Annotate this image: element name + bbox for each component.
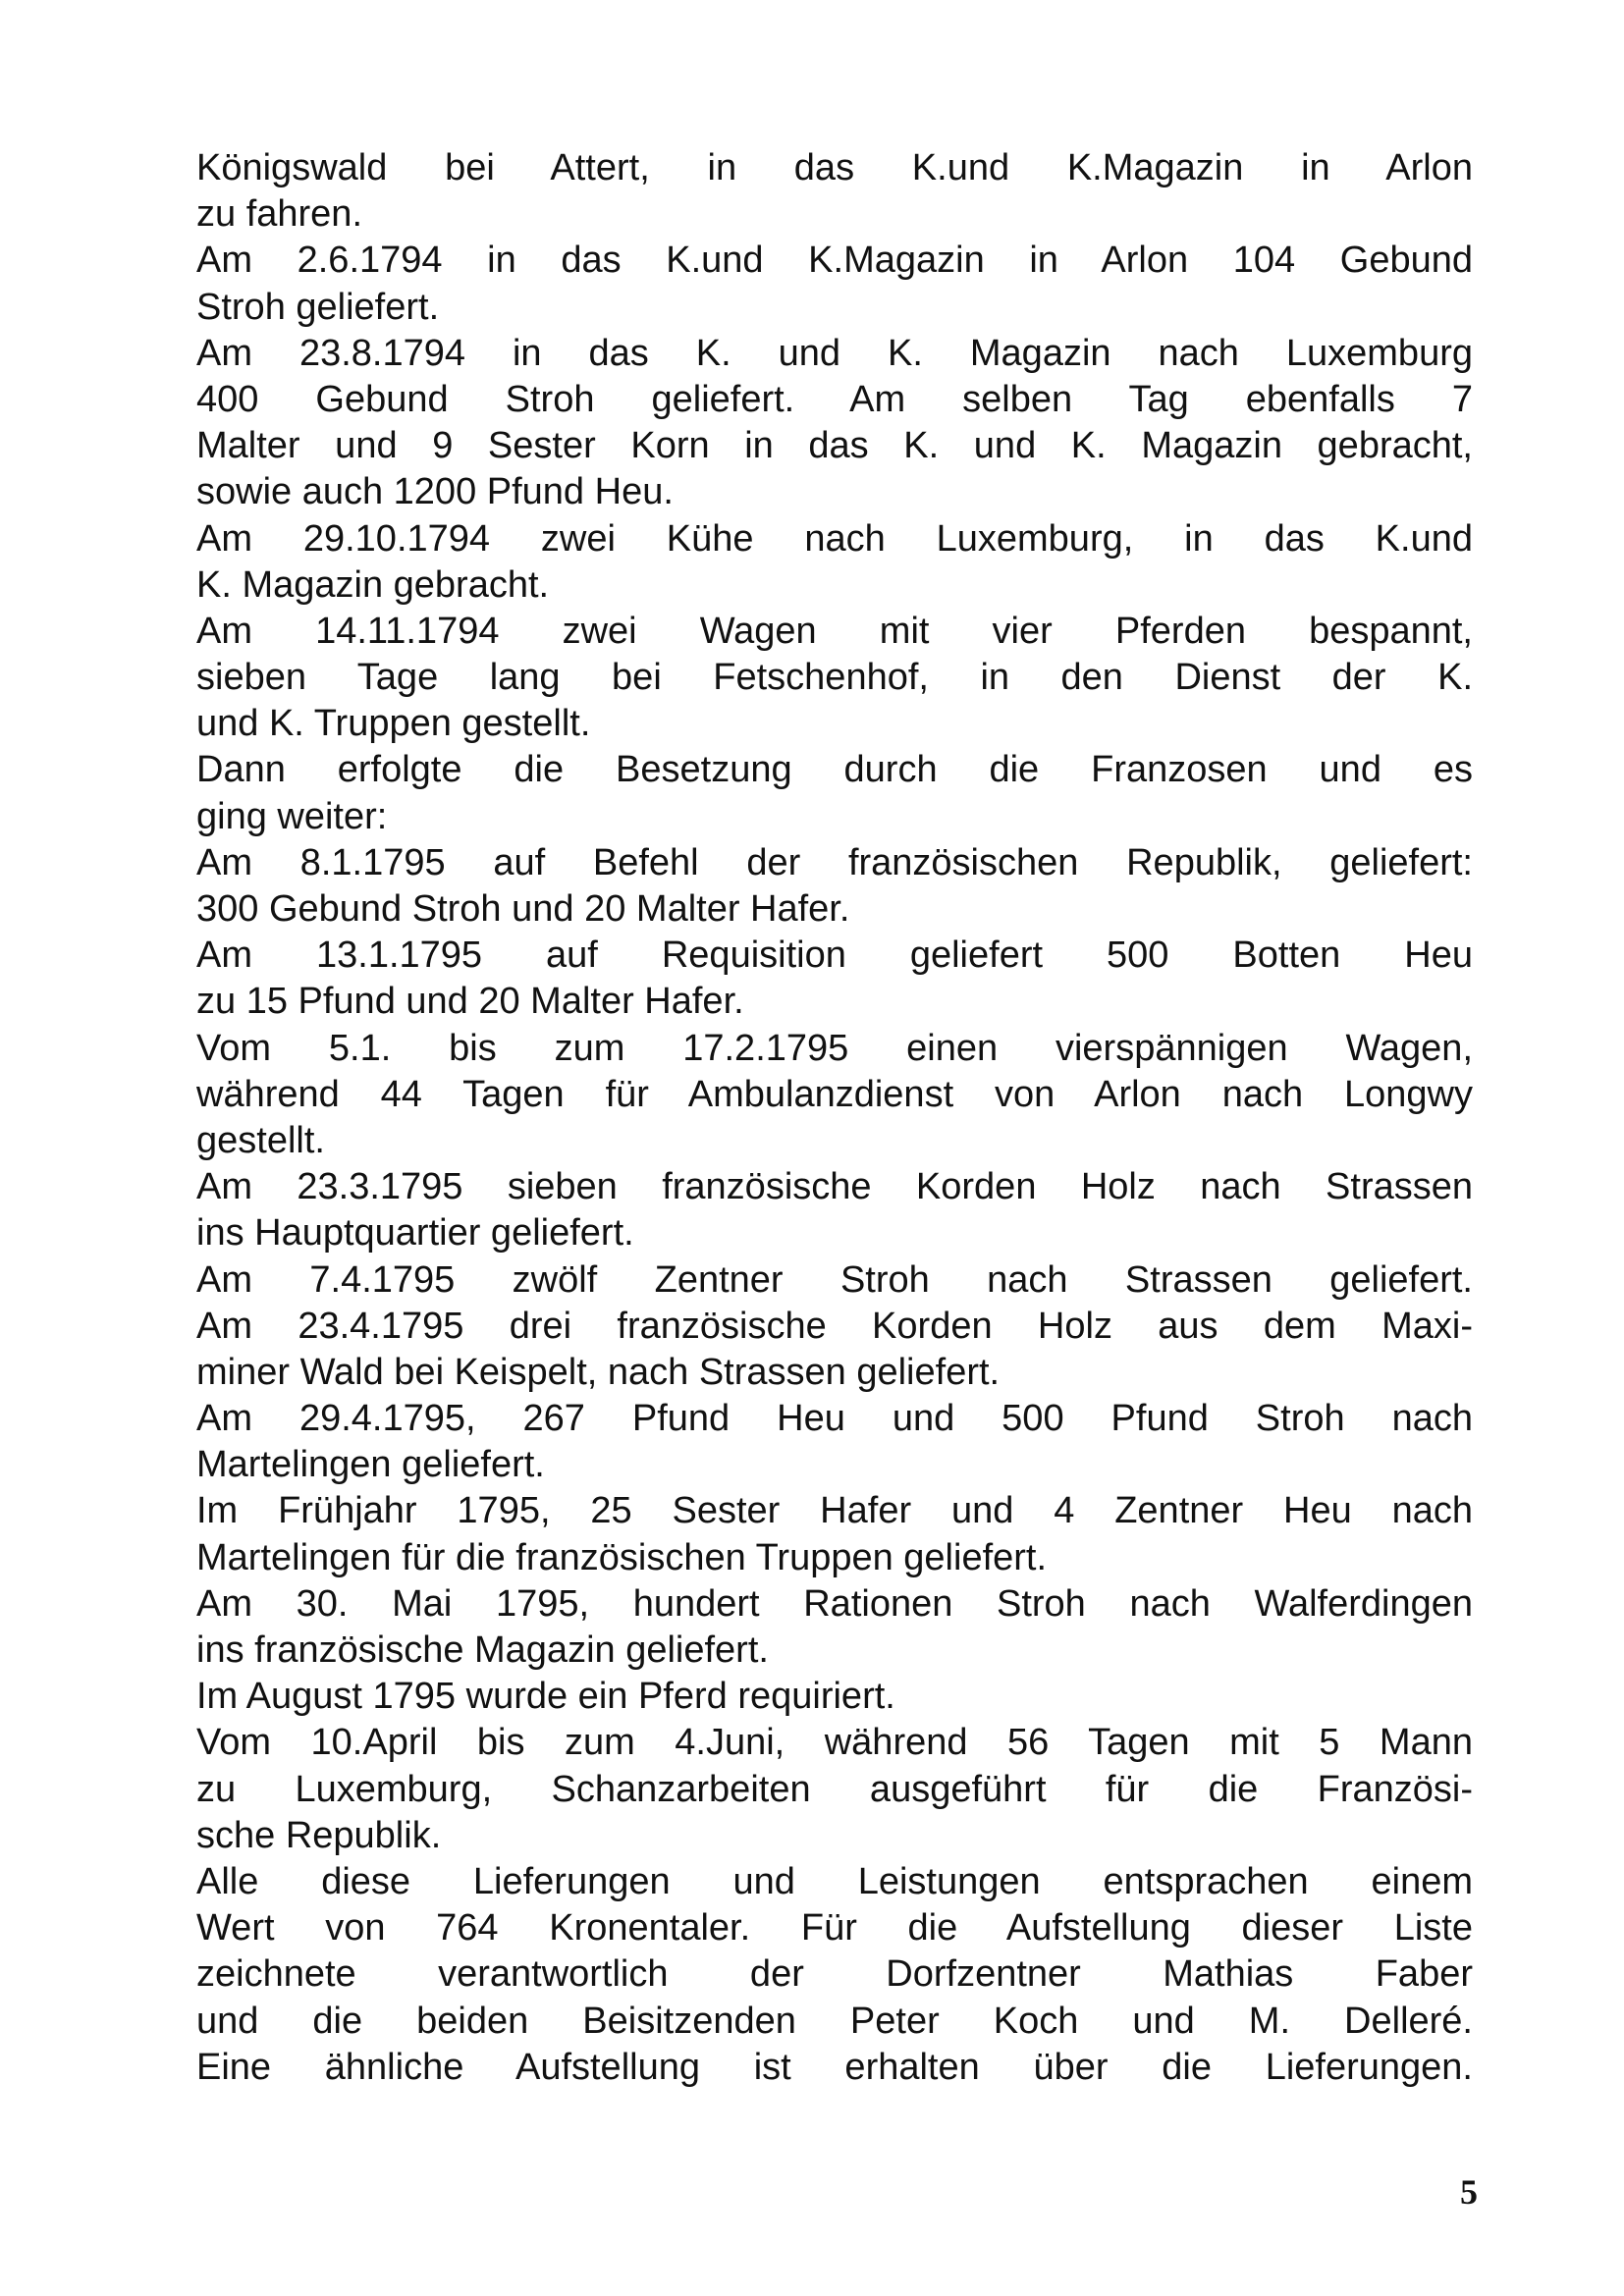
page-number: 5 [1460, 2172, 1478, 2212]
text-line: Am 30. Mai 1795, hundert Rationen Stroh nach Walferdingen [196, 1582, 1473, 1625]
text-line: zu Luxemburg, Schanzarbeiten ausgeführt für die Französi- [196, 1768, 1473, 1810]
text-line: miner Wald bei Keispelt, nach Strassen geliefert. [196, 1351, 1001, 1393]
text-line: sche Republik. [196, 1814, 442, 1856]
text-line: 300 Gebund Stroh und 20 Malter Hafer. [196, 888, 850, 930]
text-line: Vom 5.1. bis zum 17.2.1795 einen vierspännigen Wagen, [196, 1027, 1473, 1069]
text-line: Dann erfolgte die Besetzung durch die Franzosen und es [196, 749, 1473, 791]
text-line: Wert von 764 Kronentaler. Für die Aufstellung dieser Liste [196, 1907, 1473, 1949]
text-line: Am 2.6.1794 in das K.und K.Magazin in Arlon 104 Gebund [196, 240, 1473, 282]
text-line: Martelingen geliefert. [196, 1444, 545, 1486]
text-line: Stroh geliefert. [196, 286, 440, 328]
text-line: ging weiter: [196, 795, 388, 837]
text-line: Am 14.11.1794 zwei Wagen mit vier Pferden bespannt, [196, 610, 1473, 652]
text-line: Am 7.4.1795 zwölf Zentner Stroh nach Strassen geliefert. [196, 1258, 1473, 1301]
text-line: Im August 1795 wurde ein Pferd requiriert. [196, 1676, 895, 1718]
text-line: zeichnete verantwortlich der Dorfzentner Mathias Faber [196, 1953, 1473, 1996]
text-line: Am 23.3.1795 sieben französische Korden Holz nach Strassen [196, 1166, 1473, 1208]
text-line: gestellt. [196, 1119, 325, 1161]
text-line: während 44 Tagen für Ambulanzdienst von Arlon nach Longwy [196, 1073, 1473, 1115]
text-line: Am 13.1.1795 auf Requisition geliefert 500 Botten Heu [196, 934, 1473, 977]
body-text [196, 145, 1473, 2091]
text-line: zu 15 Pfund und 20 Malter Hafer. [196, 981, 744, 1023]
text-line: Im Frühjahr 1795, 25 Sester Hafer und 4 Zentner Heu nach [196, 1490, 1473, 1532]
text-line: Alle diese Lieferungen und Leistungen entsprachen einem [196, 1860, 1473, 1902]
text-line: Martelingen für die französischen Truppen geliefert. [196, 1536, 1048, 1578]
text-line: und K. Truppen gestellt. [196, 703, 591, 745]
text-line: ins Hauptquartier geliefert. [196, 1212, 634, 1255]
text-line: Eine ähnliche Aufstellung ist erhalten über die Lieferungen. [196, 2046, 1473, 2088]
text-line: und die beiden Beisitzenden Peter Koch und M. Delleré. [196, 2000, 1473, 2042]
text-line: 400 Gebund Stroh geliefert. Am selben Tag ebenfalls 7 [196, 378, 1473, 420]
text-line: Am 29.4.1795, 267 Pfund Heu und 500 Pfund Stroh nach [196, 1398, 1473, 1440]
text-line: Am 23.8.1794 in das K. und K. Magazin nach Luxemburg [196, 332, 1473, 374]
text-line: Malter und 9 Sester Korn in das K. und K. Magazin gebracht, [196, 425, 1473, 467]
text-line: K. Magazin gebracht. [196, 563, 550, 606]
text-line: Vom 10.April bis zum 4.Juni, während 56 Tagen mit 5 Mann [196, 1722, 1473, 1764]
text-line: Am 8.1.1795 auf Befehl der französischen Republik, geliefert: [196, 841, 1473, 883]
text-line: ins französische Magazin geliefert. [196, 1629, 769, 1671]
text-line: Königswald bei Attert, in das K.und K.Magazin in Arlon [196, 147, 1473, 188]
text-line: zu fahren. [196, 193, 362, 236]
text-line: sieben Tage lang bei Fetschenhof, in den Dienst der K. [196, 657, 1473, 699]
text-line: Am 29.10.1794 zwei Kühe nach Luxemburg, in das K.und [196, 517, 1473, 560]
text-line: Am 23.4.1795 drei französische Korden Holz aus dem Maxi- [196, 1305, 1473, 1347]
text-line: sowie auch 1200 Pfund Heu. [196, 471, 674, 513]
